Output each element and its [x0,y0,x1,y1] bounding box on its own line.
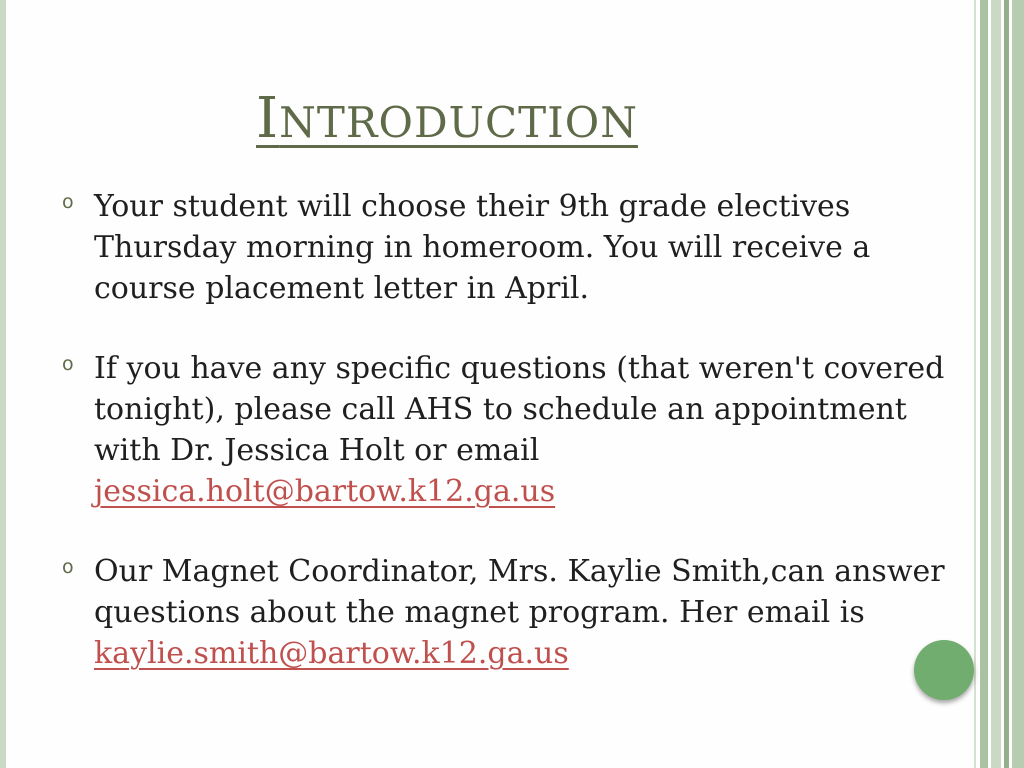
bullet-text [94,551,965,674]
title-rest: NTRODUCTION [279,98,638,147]
jessica-holt-email-link[interactable]: jessica.holt@bartow.k12.ga.us [94,474,556,509]
right-decorative-stripes [974,0,1024,768]
stripe [974,0,976,768]
bullet-text [94,186,965,309]
bullet-marker-icon: o [62,556,74,578]
bullet-item [60,348,965,512]
bullet-list [60,186,965,713]
bullet-marker-icon: o [62,191,74,213]
bullet-marker-icon: o [62,353,74,375]
bullet-item [60,551,965,674]
green-circle-decoration [914,640,974,700]
bullet-item [60,186,965,309]
stripe [991,0,1001,768]
bullet-2-text: If you have any specific questions (that weren't covered tonight), please call AHS to schedule an appointment with Dr. Jessica Holt or email [94,351,945,468]
slide-title [256,86,638,156]
stripe [980,0,988,768]
bullet-3-text: Our Magnet Coordinator, Mrs. Kaylie Smith,can answer questions about the magnet program. Her email is [94,554,945,630]
left-border [0,0,6,768]
stripe [1012,0,1024,768]
stripe [1004,0,1009,768]
bullet-text [94,348,965,512]
bullet-1-text: Your student will choose their 9th grade electives Thursday morning in homeroom. You will receive a course placement letter in April. [94,189,871,306]
kaylie-smith-email-link[interactable]: kaylie.smith@bartow.k12.ga.us [94,636,569,671]
title-first-letter: I [256,86,280,151]
